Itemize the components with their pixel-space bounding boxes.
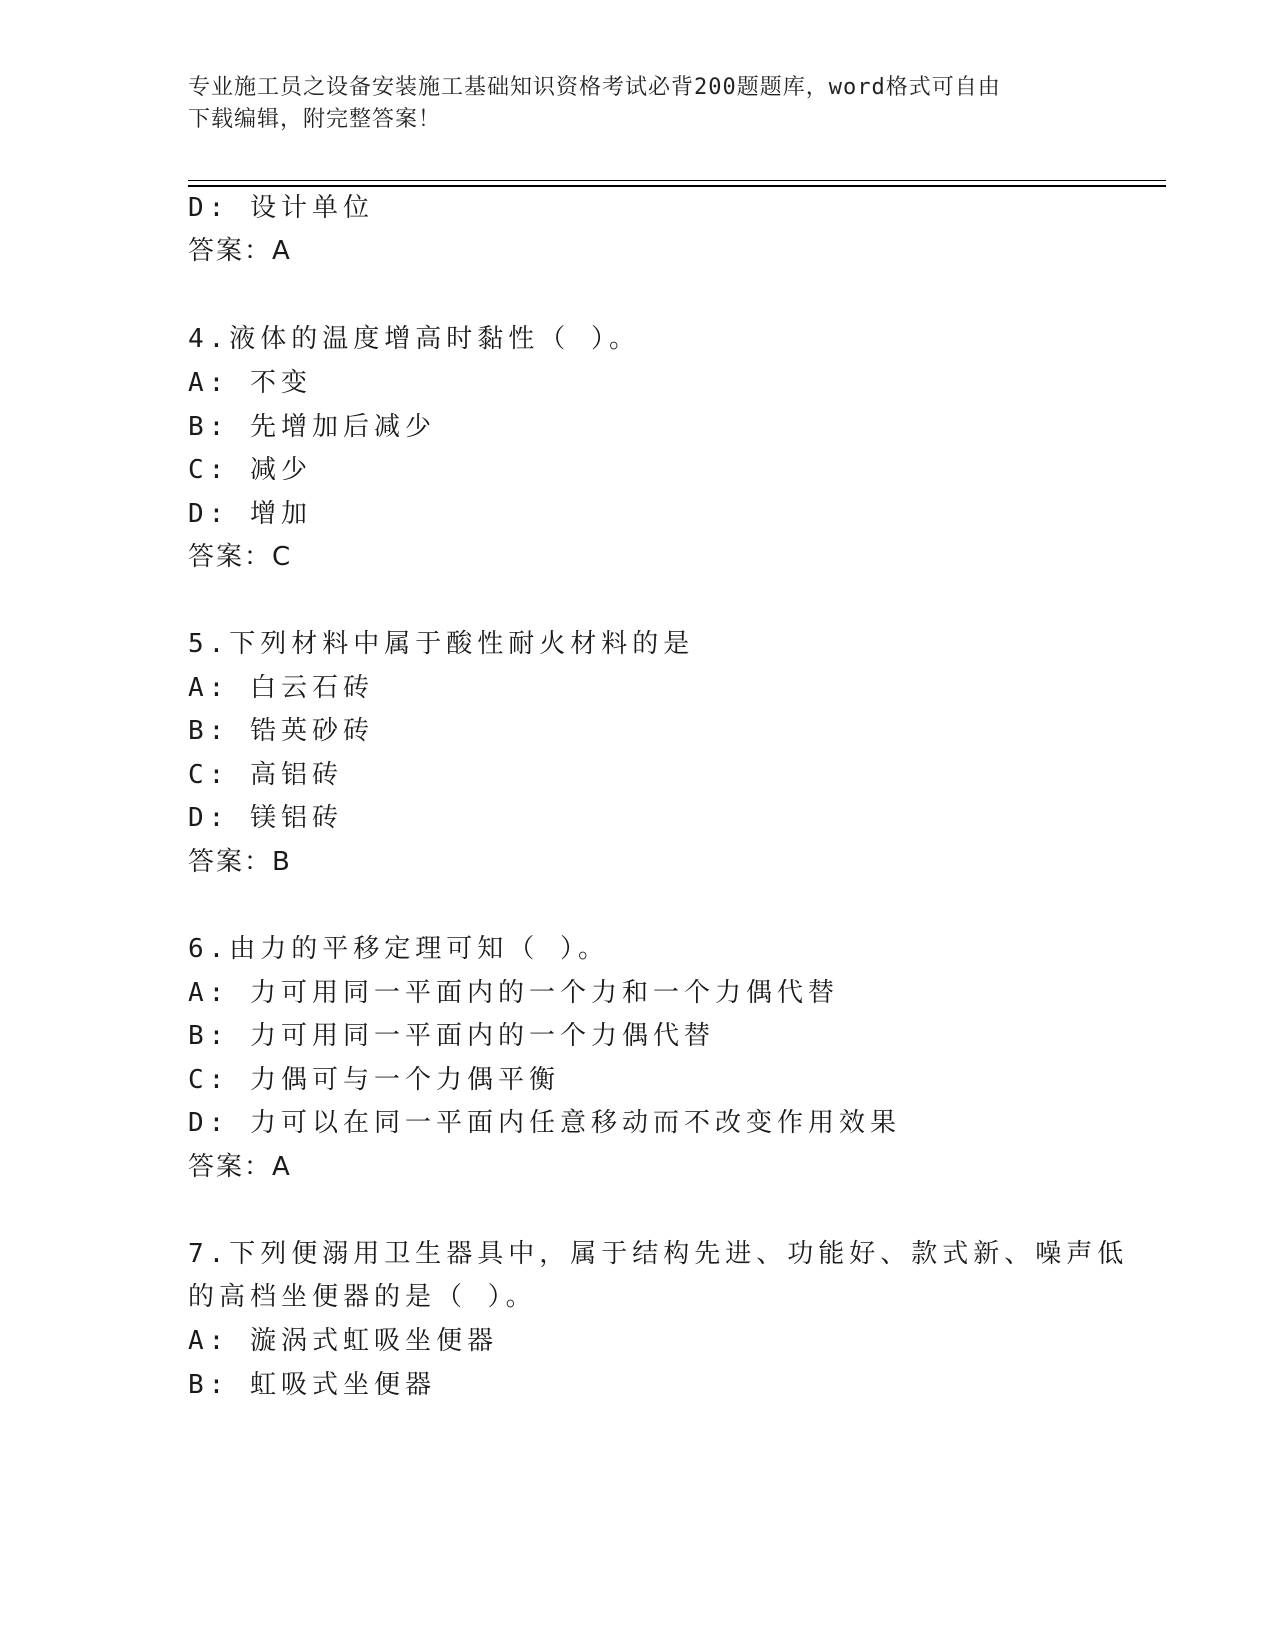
q5-option-b: B: 锆英砂砖 — [188, 716, 374, 746]
q5-option-a: A: 白云石砖 — [188, 673, 374, 703]
q6-answer: 答案：A — [188, 1152, 292, 1182]
q6-option-b: B: 力可用同一平面内的一个力偶代替 — [188, 1021, 715, 1051]
q4-option-d: D: 增加 — [188, 499, 312, 529]
header-divider-thick — [188, 185, 1166, 187]
q6-question: 6.由力的平移定理可知（ ）。 — [188, 934, 609, 964]
q4-option-c: C: 减少 — [188, 455, 312, 485]
q6-option-a: A: 力可用同一平面内的一个力和一个力偶代替 — [188, 978, 839, 1008]
q5-option-c: C: 高铝砖 — [188, 760, 343, 790]
q4-option-a: A: 不变 — [188, 368, 312, 398]
q3-answer: 答案：A — [188, 236, 292, 266]
q4-option-b: B: 先增加后减少 — [188, 412, 436, 442]
q4-answer: 答案：C — [188, 542, 293, 572]
q3-option-d: D: 设计单位 — [188, 193, 374, 223]
q6-option-d: D: 力可以在同一平面内任意移动而不改变作用效果 — [188, 1108, 901, 1138]
q5-option-d: D: 镁铝砖 — [188, 803, 343, 833]
document-header — [188, 72, 1068, 136]
q7-option-b: B: 虹吸式坐便器 — [188, 1370, 436, 1400]
q7-option-a: A: 漩涡式虹吸坐便器 — [188, 1326, 498, 1356]
q4-question: 4.液体的温度增高时黏性（ ）。 — [188, 324, 640, 354]
header-title-line-2: 下载编辑，附完整答案！ — [188, 107, 442, 132]
q6-option-c: C: 力偶可与一个力偶平衡 — [188, 1065, 560, 1095]
q7-question-line-1: 7.下列便溺用卫生器具中，属于结构先进、功能好、款式新、噪声低 — [188, 1239, 1129, 1269]
q5-answer: 答案：B — [188, 847, 292, 877]
q7-question-line-2: 的高档坐便器的是（ ）。 — [188, 1282, 537, 1312]
q5-question: 5.下列材料中属于酸性耐火材料的是 — [188, 629, 695, 659]
header-title-line-1: 专业施工员之设备安装施工基础知识资格考试必背200题题库，word格式可自由 — [188, 75, 1001, 100]
header-divider-thin — [188, 180, 1166, 181]
